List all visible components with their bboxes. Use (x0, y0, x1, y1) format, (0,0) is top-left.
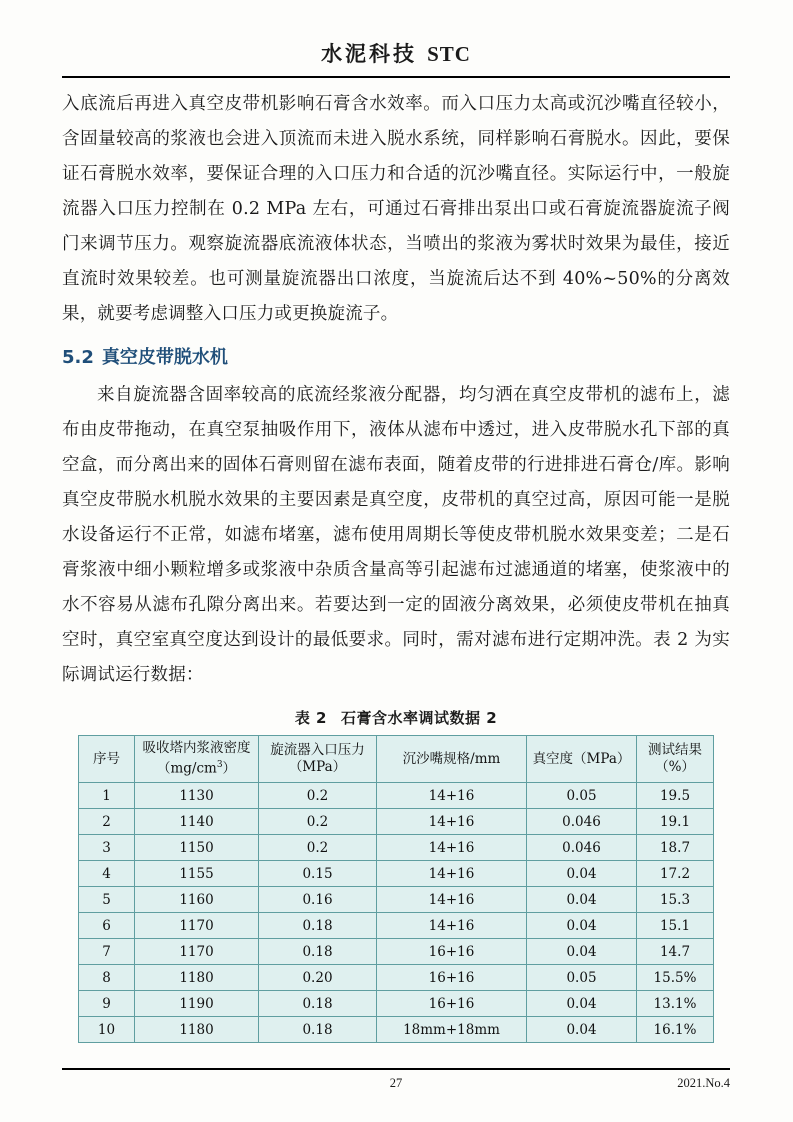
cell-index: 8 (79, 965, 135, 991)
cell-slurry-density: 1140 (135, 809, 259, 835)
cell-slurry-density: 1170 (135, 939, 259, 965)
table-header-cell-index: 序号 (79, 736, 135, 783)
cell-inlet-pressure: 0.20 (259, 965, 377, 991)
cell-index: 2 (79, 809, 135, 835)
cell-inlet-pressure: 0.18 (259, 913, 377, 939)
cell-result: 15.3 (637, 887, 714, 913)
cell-index: 10 (79, 1017, 135, 1043)
cell-inlet-pressure: 0.18 (259, 939, 377, 965)
cell-nozzle-spec: 14+16 (377, 835, 527, 861)
cell-index: 3 (79, 835, 135, 861)
section-number: 5.2 (62, 347, 94, 368)
cell-result: 13.1% (637, 991, 714, 1017)
cell-slurry-density: 1180 (135, 965, 259, 991)
cell-result: 14.7 (637, 939, 714, 965)
footer-divider (62, 1068, 730, 1070)
journal-name-cn: 水泥科技 (321, 41, 418, 66)
cell-nozzle-spec: 14+16 (377, 783, 527, 809)
cell-nozzle-spec: 16+16 (377, 965, 527, 991)
cell-inlet-pressure: 0.16 (259, 887, 377, 913)
page-footer (62, 1068, 730, 1094)
table-row (79, 939, 714, 965)
cell-slurry-density: 1155 (135, 861, 259, 887)
table-header-cell-result: 测试结果 （%） (637, 736, 714, 783)
cell-inlet-pressure: 0.18 (259, 1017, 377, 1043)
cell-result: 15.5% (637, 965, 714, 991)
table-body (79, 783, 714, 1043)
cell-slurry-density: 1150 (135, 835, 259, 861)
table-row (79, 809, 714, 835)
issue-label: 2021.No.4 (677, 1076, 730, 1090)
cell-inlet-pressure: 0.2 (259, 835, 377, 861)
table-row (79, 913, 714, 939)
table-header-row (79, 736, 714, 783)
cell-index: 7 (79, 939, 135, 965)
journal-abbreviation: STC (427, 42, 471, 66)
cell-vacuum: 0.046 (527, 835, 637, 861)
cell-vacuum: 0.04 (527, 913, 637, 939)
cell-result: 16.1% (637, 1017, 714, 1043)
cell-vacuum: 0.04 (527, 991, 637, 1017)
cell-slurry-density: 1190 (135, 991, 259, 1017)
cell-result: 19.5 (637, 783, 714, 809)
cell-result: 15.1 (637, 913, 714, 939)
cell-nozzle-spec: 14+16 (377, 913, 527, 939)
section-title: 真空皮带脱水机 (101, 347, 228, 368)
cell-inlet-pressure: 0.2 (259, 783, 377, 809)
cell-vacuum: 0.04 (527, 887, 637, 913)
cell-vacuum: 0.04 (527, 939, 637, 965)
cell-index: 6 (79, 913, 135, 939)
header-divider (62, 76, 730, 78)
cell-nozzle-spec: 16+16 (377, 939, 527, 965)
table-row (79, 861, 714, 887)
cell-result: 19.1 (637, 809, 714, 835)
cell-inlet-pressure: 0.2 (259, 809, 377, 835)
cell-index: 9 (79, 991, 135, 1017)
table-caption (62, 707, 730, 728)
cell-index: 1 (79, 783, 135, 809)
cell-slurry-density: 1180 (135, 1017, 259, 1043)
table-header-cell-slurry-density: 吸收塔内浆液密度 $(mg/cm^3)$ (135, 736, 259, 783)
table-row (79, 1017, 714, 1043)
table-row (79, 887, 714, 913)
cell-vacuum: 0.04 (527, 1017, 637, 1043)
cell-slurry-density: 1170 (135, 913, 259, 939)
table-header-cell-inlet-pressure: 旋流器入口压力 （MPa） (259, 736, 377, 783)
table-header-cell-vacuum: 真空度（MPa） (527, 736, 637, 783)
cell-nozzle-spec: 14+16 (377, 809, 527, 835)
table-header-cell-nozzle-spec: 沉沙嘴规格/mm (377, 736, 527, 783)
cell-vacuum: 0.05 (527, 783, 637, 809)
table-caption-label: 表 2 (294, 709, 327, 727)
cell-index: 4 (79, 861, 135, 887)
cell-inlet-pressure: 0.15 (259, 861, 377, 887)
section-heading (62, 342, 730, 374)
table-row (79, 991, 714, 1017)
cell-nozzle-spec: 18mm+18mm (377, 1017, 527, 1043)
gypsum-moisture-table (78, 735, 714, 1043)
cell-nozzle-spec: 14+16 (377, 861, 527, 887)
cell-inlet-pressure: 0.18 (259, 991, 377, 1017)
cell-result: 18.7 (637, 835, 714, 861)
cell-index: 5 (79, 887, 135, 913)
page-header (62, 38, 730, 74)
table-row (79, 835, 714, 861)
cell-result: 17.2 (637, 861, 714, 887)
paragraph-vacuum-belt: 来自旋流器含固率较高的底流经浆液分配器，均匀洒在真空皮带机的滤布上，滤布由皮带拖动，在真空泵抽吸作用下，液体从滤布中透过，进入皮带脱水孔下部的真空盒，而分离出来的固体石膏则留在滤布表面，随着皮带的行进排进石膏仓/库。影响真空皮带脱水机脱水效果的主要因素是真空度，皮带机的真空过高，原因可能一是脱水设备运行不正常，如滤布堵塞，滤布使用周期长等使皮带机脱水效果变差；二是石膏浆液中细小颗粒增多或浆液中杂质含量高等引起滤布过滤通道的堵塞，使浆液中的水不容易从滤布孔隙分离出来。若要达到一定的固液分离效果，必须使皮带机在抽真空时，真空室真空度达到设计的最低要求。同时，需对滤布进行定期冲洗。表 2 为实际调试运行数据： (62, 385, 730, 685)
cell-vacuum: 0.04 (527, 861, 637, 887)
cell-vacuum: 0.046 (527, 809, 637, 835)
table-caption-title: 石膏含水率调试数据 2 (341, 709, 498, 727)
cell-vacuum: 0.05 (527, 965, 637, 991)
paragraph-intro: 入底流后再进入真空皮带机影响石膏含水效率。而入口压力太高或沉沙嘴直径较小，含固量较高的浆液也会进入顶流而未进入脱水系统，同样影响石膏脱水。因此，要保证石膏脱水效率，要保证合理的入口压力和合适的沉沙嘴直径。实际运行中，一般旋流器入口压力控制在 0.2 MPa 左右，可通过石膏排出泵出口或石膏旋流器旋流子阀门来调节压力。观察旋流器底流液体状态，当喷出的浆液为雾状时效果为最佳，接近直流时效果较差。也可测量旋流器出口浓度，当旋流后达不到 40%~50%的分离效果，就要考虑调整入口压力或更换旋流子。 (62, 94, 730, 324)
cell-nozzle-spec: 16+16 (377, 991, 527, 1017)
page-number: 27 (389, 1076, 403, 1090)
cell-slurry-density: 1130 (135, 783, 259, 809)
page-content (62, 38, 730, 1043)
table-row (79, 783, 714, 809)
cell-slurry-density: 1160 (135, 887, 259, 913)
table-row (79, 965, 714, 991)
cell-nozzle-spec: 14+16 (377, 887, 527, 913)
